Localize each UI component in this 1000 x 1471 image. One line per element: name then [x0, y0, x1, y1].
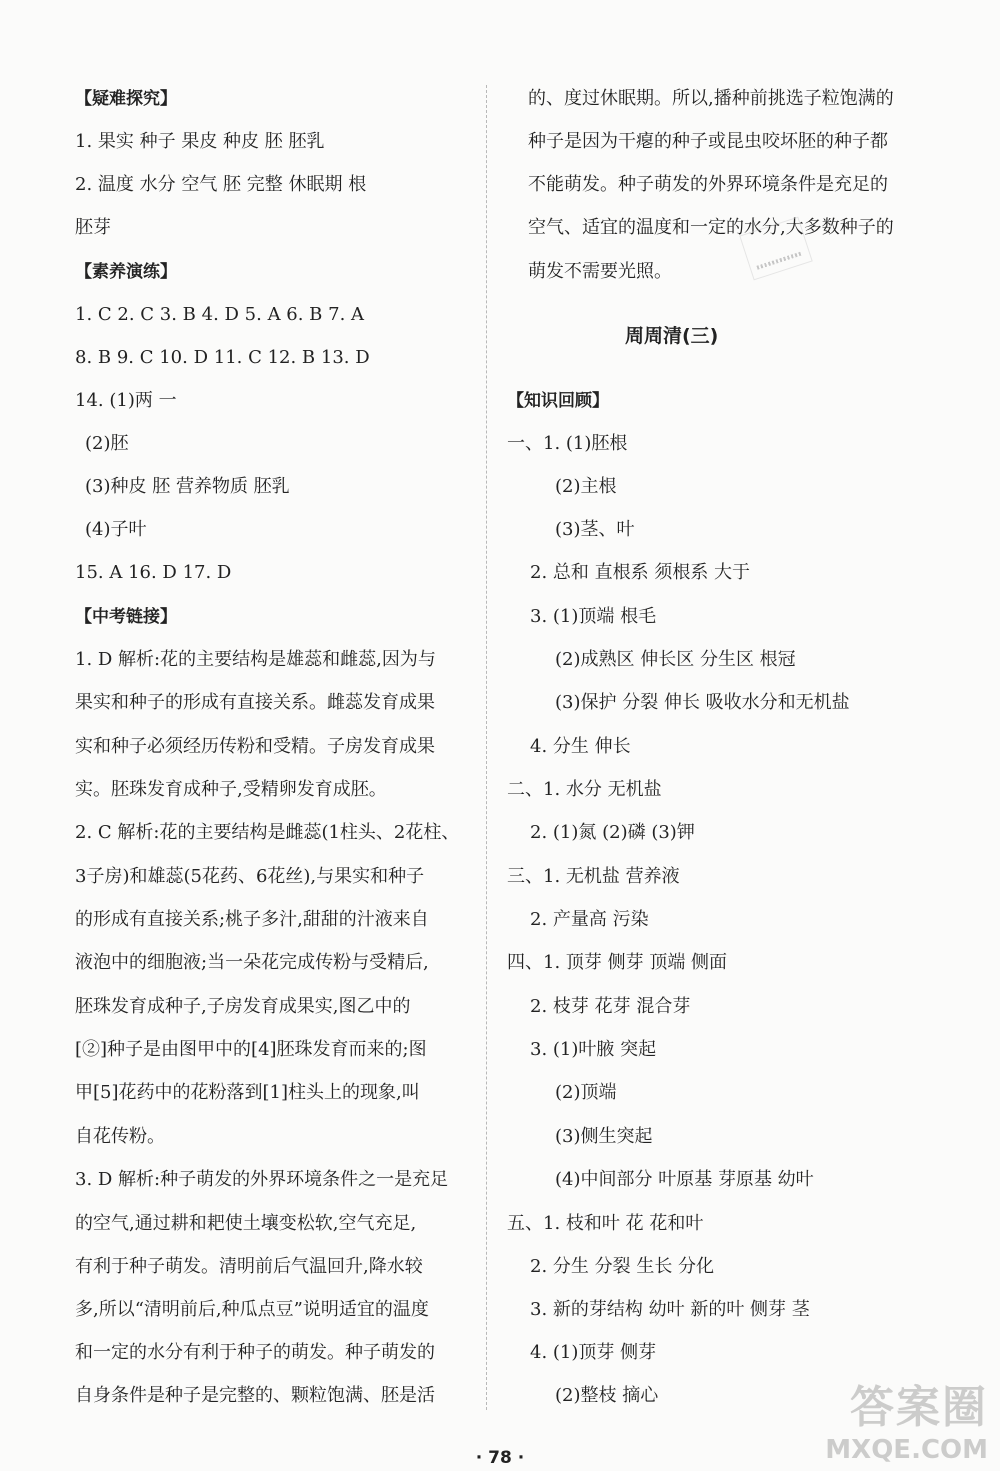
answer-line: 1. C 2. C 3. B 4. D 5. A 6. B 7. A	[75, 304, 365, 325]
answer-line: 2. 分生 分裂 生长 分化	[530, 1256, 715, 1277]
answer-line: (3)种皮 胚 营养物质 胚乳	[85, 476, 290, 497]
answer-line: 1. D 解析:花的主要结构是雄蕊和雌蕊,因为与	[75, 649, 436, 670]
answer-line: 3. 新的芽结构 幼叶 新的叶 侧芽 茎	[530, 1299, 810, 1320]
answer-line: (4)子叶	[85, 519, 147, 540]
page-title: 周周清(三)	[625, 325, 719, 347]
watermark-url: MXQE.COM	[825, 1435, 988, 1465]
answer-line: (2)胚	[85, 433, 129, 454]
answer-line: 2. (1)氮 (2)磷 (3)钾	[530, 822, 695, 843]
section-heading: 【疑难探究】	[75, 89, 177, 109]
answer-line: 二、1. 水分 无机盐	[507, 779, 662, 800]
section-heading: 【素养演练】	[75, 262, 177, 282]
section-heading: 【知识回顾】	[507, 391, 609, 411]
answer-line: 有利于种子萌发。清明前后气温回升,降水较	[75, 1256, 423, 1277]
answer-line: 多,所以“清明前后,种瓜点豆”说明适宜的温度	[75, 1299, 429, 1320]
answer-line: 1. 果实 种子 果皮 种皮 胚 胚乳	[75, 131, 325, 152]
answer-line: 的形成有直接关系;桃子多汁,甜甜的汁液来自	[75, 909, 429, 930]
answer-line: 胚芽	[75, 217, 111, 238]
answer-line: (3)保护 分裂 伸长 吸收水分和无机盐	[555, 692, 850, 713]
answer-line: 萌发不需要光照。	[528, 261, 672, 282]
section-heading: 【中考链接】	[75, 607, 177, 627]
answer-line: 果实和种子的形成有直接关系。雌蕊发育成果	[75, 692, 435, 713]
answer-line: 实和种子必须经历传粉和受精。子房发育成果	[75, 736, 435, 757]
answer-line: 液泡中的细胞液;当一朵花完成传粉与受精后,	[75, 952, 429, 973]
answer-line: 实。胚珠发育成种子,受精卵发育成胚。	[75, 779, 387, 800]
answer-line: 胚珠发育成种子,子房发育成果实,图乙中的	[75, 996, 411, 1017]
answer-line: 8. B 9. C 10. D 11. C 12. B 13. D	[75, 347, 370, 368]
answer-line: 三、1. 无机盐 营养液	[507, 866, 680, 887]
answer-line: 自花传粉。	[75, 1126, 165, 1147]
answer-line: 15. A 16. D 17. D	[75, 562, 232, 583]
answer-line: 的空气,通过耕和耙使土壤变松软,空气充足,	[75, 1213, 417, 1234]
answer-line: (3)侧生突起	[555, 1126, 653, 1147]
answer-line: 和一定的水分有利于种子的萌发。种子萌发的	[75, 1342, 435, 1363]
answer-line: 2. 产量高 污染	[530, 909, 649, 930]
answer-line: 甲[5]花药中的花粉落到[1]柱头上的现象,叫	[75, 1082, 420, 1103]
answer-line: (3)茎、叶	[555, 519, 635, 540]
answer-line: 一、1. (1)胚根	[507, 433, 628, 454]
answer-line: (2)成熟区 伸长区 分生区 根冠	[555, 649, 796, 670]
answer-line: 3. (1)叶腋 突起	[530, 1039, 657, 1060]
answer-line: 空气、适宜的温度和一定的水分,大多数种子的	[528, 217, 894, 238]
answer-line: 2. 总和 直根系 须根系 大于	[530, 562, 751, 583]
answer-line: [②]种子是由图甲中的[4]胚珠发育而来的;图	[75, 1039, 427, 1060]
answer-line: (2)顶端	[555, 1082, 617, 1103]
answer-line: 4. (1)顶芽 侧芽	[530, 1342, 657, 1363]
answer-line: 的、度过休眠期。所以,播种前挑选子粒饱满的	[528, 88, 894, 109]
answer-line: 种子是因为干瘪的种子或昆虫咬坏胚的种子都	[528, 131, 888, 152]
answer-line: 3. (1)顶端 根毛	[530, 606, 657, 627]
answer-line: 四、1. 顶芽 侧芽 顶端 侧面	[507, 952, 728, 973]
answer-line: (2)整枝 摘心	[555, 1385, 659, 1406]
answer-line: 五、1. 枝和叶 花 花和叶	[507, 1213, 704, 1234]
watermark-logo: 答案圈	[850, 1382, 988, 1433]
answer-line: 2. C 解析:花的主要结构是雌蕊(1柱头、2花柱、	[75, 822, 460, 843]
answer-line: (4)中间部分 叶原基 芽原基 幼叶	[555, 1169, 814, 1190]
answer-line: 4. 分生 伸长	[530, 736, 631, 757]
page-number: · 78 ·	[475, 1448, 525, 1468]
answer-line: 不能萌发。种子萌发的外界环境条件是充足的	[528, 174, 888, 195]
answer-line: 2. 枝芽 花芽 混合芽	[530, 996, 691, 1017]
column-divider	[486, 85, 487, 1410]
answer-line: 14. (1)两 一	[75, 390, 177, 411]
answer-line: 自身条件是种子是完整的、颗粒饱满、胚是活	[75, 1385, 435, 1406]
answer-line: 2. 温度 水分 空气 胚 完整 休眠期 根	[75, 174, 367, 195]
answer-line: 3子房)和雄蕊(5花药、6花丝),与果实和种子	[75, 866, 425, 887]
answer-line: 3. D 解析:种子萌发的外界环境条件之一是充足	[75, 1169, 449, 1190]
answer-line: (2)主根	[555, 476, 617, 497]
watermark	[825, 1371, 988, 1465]
